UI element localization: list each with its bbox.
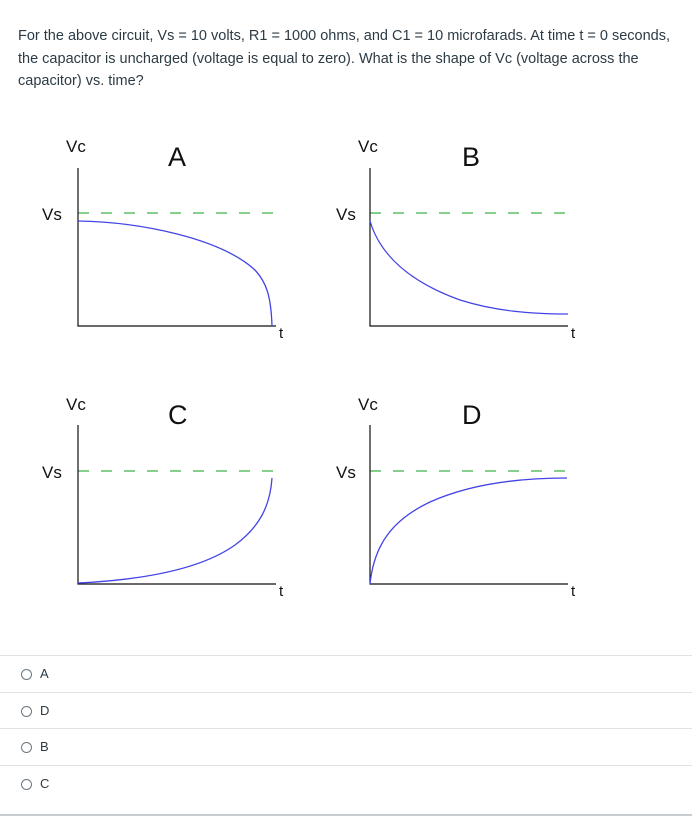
graph-b-curve <box>370 221 568 314</box>
radio-button[interactable] <box>21 706 32 717</box>
graph-b <box>336 137 576 342</box>
radio-button[interactable] <box>21 669 32 680</box>
graph-a-t-label: t <box>279 325 284 342</box>
graph-a-vs-label: Vs <box>42 205 62 224</box>
graph-b-letter: B <box>462 142 481 172</box>
graph-d-vc-label: Vc <box>358 395 378 414</box>
graph-a-letter: A <box>168 142 187 172</box>
question-text: For the above circuit, Vs = 10 volts, R1 = 1000 ohms, and C1 = 10 microfarads. At time t = 0 seconds, the capacitor is uncharged (voltage is equal to zero). What is the shape of Vc (voltage across the capacitor) vs. time? <box>18 28 671 89</box>
graph-d-vs-label: Vs <box>336 463 356 482</box>
graph-d-letter: D <box>462 400 482 430</box>
graph-d-axes <box>370 425 568 584</box>
answer-option-d[interactable] <box>0 692 692 729</box>
graph-c-axes <box>78 425 276 584</box>
answer-choices <box>0 655 692 801</box>
graph-b-t-label: t <box>571 325 576 342</box>
graph-a <box>42 137 284 342</box>
answer-label: D <box>40 702 50 718</box>
graph-c-vs-label: Vs <box>42 463 62 482</box>
answer-option-a[interactable] <box>0 655 692 692</box>
graph-c-curve <box>78 478 272 583</box>
graph-a-curve <box>78 221 272 326</box>
radio-button[interactable] <box>21 742 32 753</box>
graph-a-vc-label: Vc <box>66 137 86 156</box>
answer-option-b[interactable] <box>0 728 692 765</box>
graph-d <box>336 395 576 600</box>
graph-c-letter: C <box>168 400 188 430</box>
graph-c-vc-label: Vc <box>66 395 86 414</box>
graph-d-curve <box>370 478 567 584</box>
bottom-divider <box>0 814 692 816</box>
graph-c <box>42 395 284 600</box>
graph-b-vc-label: Vc <box>358 137 378 156</box>
graph-c-t-label: t <box>279 583 284 600</box>
graph-d-t-label: t <box>571 583 576 600</box>
answer-label: B <box>40 739 49 754</box>
radio-button[interactable] <box>21 779 32 790</box>
graph-a-axes <box>78 168 276 326</box>
answer-label: C <box>40 775 50 791</box>
graph-b-vs-label: Vs <box>336 205 356 224</box>
answer-option-c[interactable] <box>0 765 692 802</box>
answer-label: A <box>40 666 49 681</box>
